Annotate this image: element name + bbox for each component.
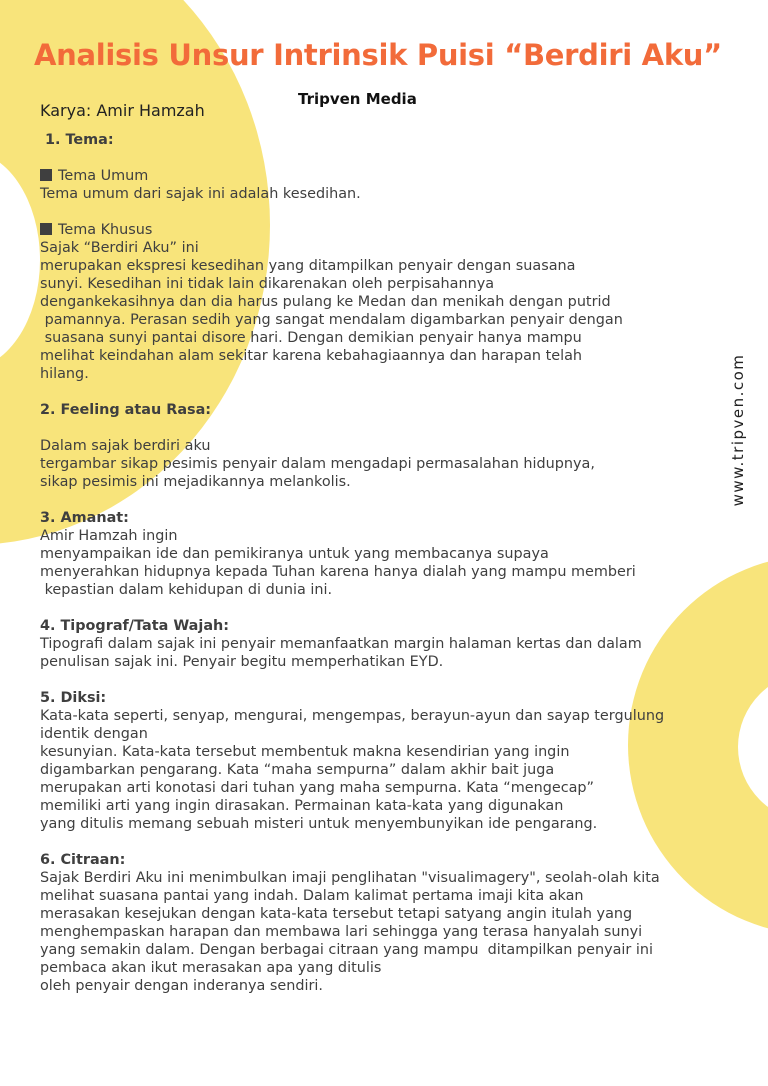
paragraph-line: Dalam sajak berdiri aku bbox=[40, 438, 211, 454]
paragraph-line: tergambar sikap pesimis penyair dalam mengadapi permasalahan hidupnya, bbox=[40, 456, 595, 472]
paragraph-line: Amir Hamzah ingin bbox=[40, 528, 178, 544]
publisher-name: Tripven Media bbox=[298, 90, 417, 108]
paragraph-line: digambarkan pengarang. Kata “maha sempurna” dalam akhir bait juga bbox=[40, 762, 555, 778]
paragraph-line: merupakan arti konotasi dari tuhan yang maha sempurna. Kata “mengecap” bbox=[40, 780, 595, 796]
section-heading-tipografi: 4. Tipograf/Tata Wajah: bbox=[40, 618, 230, 634]
paragraph-line: merupakan ekspresi kesedihan yang ditampilkan penyair dengan suasana bbox=[40, 258, 576, 274]
paragraph-line: sunyi. Kesedihan ini tidak lain dikarenakan oleh perpisahannya bbox=[40, 276, 495, 292]
paragraph-line: suasana sunyi pantai disore hari. Dengan demikian penyair hanya mampu bbox=[40, 330, 582, 346]
analysis-body bbox=[40, 131, 740, 995]
paragraph-line: yang semakin dalam. Dengan berbagai citraan yang mampu ditampilkan penyair ini bbox=[40, 942, 654, 958]
paragraph-line: pembaca akan ikut merasakan apa yang ditulis bbox=[40, 960, 382, 976]
paragraph-line: hilang. bbox=[40, 366, 89, 382]
subheading-label: Tema Khusus bbox=[58, 222, 153, 238]
paragraph-line: pamannya. Perasan sedih yang sangat mendalam digambarkan penyair dengan bbox=[40, 312, 623, 328]
paragraph-line: identik dengan bbox=[40, 726, 148, 742]
paragraph-line: Tipografi dalam sajak ini penyair memanfaatkan margin halaman kertas dan dalam bbox=[40, 636, 642, 652]
paragraph-line: penulisan sajak ini. Penyair begitu memperhatikan EYD. bbox=[40, 654, 444, 670]
paragraph-line: menyampaikan ide dan pemikiranya untuk yang membacanya supaya bbox=[40, 546, 549, 562]
paragraph-line: melihat keindahan alam sekitar karena kebahagiaannya dan harapan telah bbox=[40, 348, 583, 364]
paragraph-line: Tema umum dari sajak ini adalah kesedihan. bbox=[40, 186, 361, 202]
paragraph-line: melihat suasana pantai yang indah. Dalam kalimat pertama imaji kita akan bbox=[40, 888, 584, 904]
author-line: Karya: Amir Hamzah bbox=[40, 101, 205, 120]
subheading-tema-umum bbox=[40, 167, 740, 185]
paragraph-line: menghempaskan harapan dan membawa lari sehingga yang terasa hanyalah sunyi bbox=[40, 924, 643, 940]
paragraph-line: sikap pesimis ini mejadikannya melankolis. bbox=[40, 474, 351, 490]
paragraph-line: menyerahkan hidupnya kepada Tuhan karena hanya dialah yang mampu memberi bbox=[40, 564, 636, 580]
paragraph-line: Sajak Berdiri Aku ini menimbulkan imaji penglihatan "visualimagery", seolah-olah kita bbox=[40, 870, 660, 886]
paragraph-line: merasakan kesejukan dengan kata-kata tersebut tetapi satyang angin itulah yang bbox=[40, 906, 633, 922]
section-heading-diksi: 5. Diksi: bbox=[40, 690, 107, 706]
subheading-label: Tema Umum bbox=[58, 168, 149, 184]
paragraph-line: oleh penyair dengan inderanya sendiri. bbox=[40, 978, 324, 994]
subheading-tema-khusus bbox=[40, 221, 740, 239]
section-heading-tema: 1. Tema: bbox=[40, 132, 114, 148]
paragraph-line: yang ditulis memang sebuah misteri untuk menyembunyikan ide pengarang. bbox=[40, 816, 598, 832]
paragraph-line: memiliki arti yang ingin dirasakan. Permainan kata-kata yang digunakan bbox=[40, 798, 564, 814]
paragraph-line: Kata-kata seperti, senyap, mengurai, mengempas, berayun-ayun dan sayap tergulung bbox=[40, 708, 665, 724]
section-heading-amanat: 3. Amanat: bbox=[40, 510, 129, 526]
section-heading-feeling: 2. Feeling atau Rasa: bbox=[40, 402, 212, 418]
square-bullet-icon bbox=[40, 169, 52, 181]
section-heading-citraan: 6. Citraan: bbox=[40, 852, 126, 868]
side-url-text: www.tripven.com bbox=[729, 353, 747, 507]
paragraph-line: kepastian dalam kehidupan di dunia ini. bbox=[40, 582, 333, 598]
paragraph-line: dengankekasihnya dan dia harus pulang ke Medan dan menikah dengan putrid bbox=[40, 294, 611, 310]
document-title: Analisis Unsur Intrinsik Puisi “Berdiri Aku” bbox=[34, 38, 722, 72]
square-bullet-icon bbox=[40, 223, 52, 235]
paragraph-line: kesunyian. Kata-kata tersebut membentuk makna kesendirian yang ingin bbox=[40, 744, 570, 760]
paragraph-line: Sajak “Berdiri Aku” ini bbox=[40, 240, 199, 256]
